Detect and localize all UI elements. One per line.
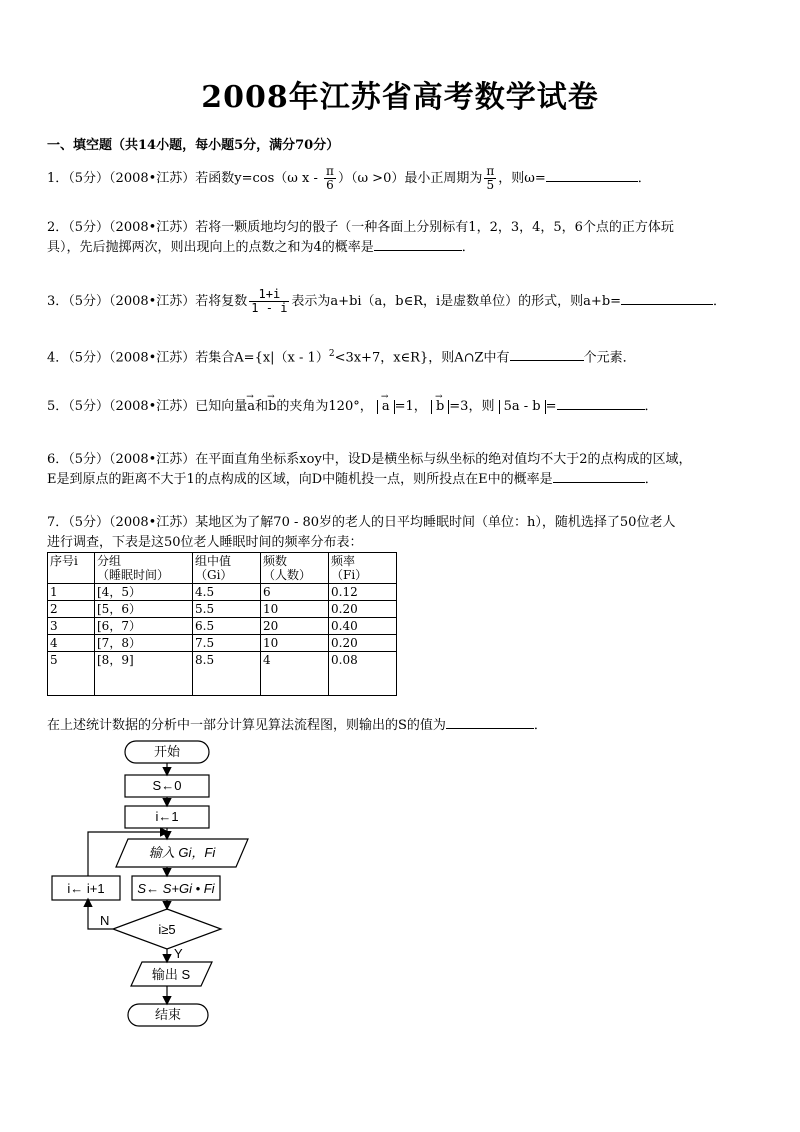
table-cell: 6 [261,584,329,601]
table-cell: 10 [261,635,329,652]
q7-after: 在上述统计数据的分析中一部分计算见算法流程图，则输出的S的值为 [47,718,446,733]
q2-answer-blank[interactable] [374,238,462,251]
question-1 [47,165,651,192]
table-cell: 10 [261,601,329,618]
q6-end: ． [644,472,658,487]
q1-frac2-num: π [486,164,495,178]
q5-vector-a: → a [247,397,255,417]
question-4 [47,344,636,368]
q3-complex-fraction [249,288,289,315]
q7-end: ． [533,718,547,733]
q3-prefix: 3．（5分）（2008•江苏）若将复数 [47,294,248,309]
table-row [48,618,397,635]
table-header-cell: 频率 （Fi） [329,553,397,584]
question-7-after [47,716,547,736]
q3-frac-den: 1 - i [251,301,288,315]
table-header-cell: 分组 （睡眠时间） [95,553,193,584]
flow-s0-label: S←0 [152,778,182,793]
q7-line2: 进行调查，下表是这50位老人睡眠时间的频率分布表： [47,535,363,550]
flow-output-label: 输出 S [151,967,191,982]
q5-eq1: =1， [394,399,427,414]
q1-end: ． [637,171,651,186]
table-cell: 8.5 [193,652,261,696]
q5-expr: 5a - b [503,399,541,414]
table-cell: 7.5 [193,635,261,652]
q5-prefix: 5．（5分）（2008•江苏）已知向量 [47,399,248,414]
table-cell: 2 [48,601,95,618]
q1-fraction-pi-5 [484,165,496,192]
table-cell: [4，5） [95,584,193,601]
q4-suffix: <3x+7，x∈R}，则A∩Z中有 [334,350,510,366]
q3-frac-num: 1+i [249,288,289,302]
flow-end-label: 结束 [154,1007,182,1022]
q5-mid: 的夹角为120°， [276,399,373,414]
section-heading: 一、填空题（共14小题，每小题5分，满分70分） [47,138,340,153]
table-header-cell: 序号i [48,553,95,584]
q3-end: ． [713,294,727,309]
q1-prefix: 1．（5分）（2008•江苏）若函数y=cos（ω x - [47,171,323,186]
table-cell: 5.5 [193,601,261,618]
question-3 [47,288,726,315]
q1-fraction-pi-6 [324,165,336,192]
table-header-cell: 组中值 （Gi） [193,553,261,584]
table-cell: 4 [48,635,95,652]
q5-answer-blank[interactable] [557,397,645,410]
table-row [48,652,397,696]
q6-line2: E是到原点的距离不大于1的点构成的区域，向D中随机投一点，则所投点在E中的概率是 [47,472,553,487]
flow-input-label: 输入 Gi，Fi [148,845,216,860]
table-cell: 0.12 [329,584,397,601]
q2-line2: 具），先后抛掷两次，则出现向上的点数之和为4的概率是 [47,240,374,255]
question-6 [47,450,692,490]
q1-suffix: ，则ω= [498,171,546,186]
flow-condition-label: i≥5 [158,922,176,937]
q4-end: 个元素． [583,350,636,366]
q4-prefix: 4．（5分）（2008•江苏）若集合A={x|（x - 1） [47,350,329,366]
question-7 [47,513,675,553]
q5-abs-a [377,400,395,414]
q2-end: ． [461,240,475,255]
q2-line1: 2．（5分）（2008•江苏）若将一颗质地均匀的骰子（一种各面上分别标有1，2，3，4，5，6个点的正方体玩 [47,220,674,235]
table-cell: [8，9] [95,652,193,696]
table-cell: 3 [48,618,95,635]
q5-vector-b: → b [268,397,276,417]
table-cell: 20 [261,618,329,635]
table-cell: 4 [261,652,329,696]
q7-line1: 7．（5分）（2008•江苏）某地区为了解70 - 80岁的老人的日平均睡眠时间（单位：h），随机选择了50位老人 [47,515,676,530]
q6-answer-blank[interactable] [553,470,645,483]
table-cell: 0.08 [329,652,397,696]
table-cell: 6.5 [193,618,261,635]
q5-eq3: = [545,399,557,414]
flow-i1-label: i←1 [155,809,179,824]
q6-line1: 6．（5分）（2008•江苏）在平面直角坐标系xoy中，设D是横坐标与纵坐标的绝对值均不大于2的点构成的区域， [47,452,692,467]
question-5 [47,397,658,417]
q7-answer-blank[interactable] [446,716,534,729]
q5-eq2: =3，则 [449,399,495,414]
q5-abs-expr [499,400,546,414]
q1-frac1-den: 6 [326,178,334,192]
q5-abs-a-vector: → a [382,400,390,414]
q5-abs-b [431,400,449,414]
page-title: 2008年江苏省高考数学试卷 [201,80,599,115]
table-header-row [48,553,397,584]
frequency-table [47,552,397,696]
table-cell: 1 [48,584,95,601]
table-cell: 0.20 [329,635,397,652]
table-row [48,601,397,618]
algorithm-flowchart [40,735,260,1035]
flow-yes-label: Y [174,946,183,961]
q5-abs-b-vector: → b [436,400,444,414]
table-cell: [5，6） [95,601,193,618]
question-2 [47,218,674,258]
flow-no-label: N [100,913,110,928]
q1-answer-blank[interactable] [546,169,638,182]
table-cell: 4.5 [193,584,261,601]
flow-increment-label: i← i+1 [67,881,105,896]
q5-end: ． [644,399,658,414]
table-cell: [7，8） [95,635,193,652]
q5-and: 和 [255,399,269,414]
table-cell: 0.20 [329,601,397,618]
table-row [48,635,397,652]
q3-answer-blank[interactable] [621,292,713,305]
q1-frac1-num: π [326,164,334,178]
q4-superscript: 2 [328,349,335,359]
q4-answer-blank[interactable] [510,348,584,361]
table-row [48,584,397,601]
table-cell: 0.40 [329,618,397,635]
q1-mid: ）（ω >0）最小正周期为 [337,171,483,186]
q1-frac2-den: 5 [486,178,495,192]
flow-update-label: S← S+Gi • Fi [137,881,215,896]
table-cell: 5 [48,652,95,696]
table-cell: [6，7） [95,618,193,635]
table-header-cell: 频数 （人数） [261,553,329,584]
q3-suffix: 表示为a+bi（a，b∈R，i是虚数单位）的形式，则a+b= [291,294,622,309]
flow-start-label: 开始 [153,744,181,759]
